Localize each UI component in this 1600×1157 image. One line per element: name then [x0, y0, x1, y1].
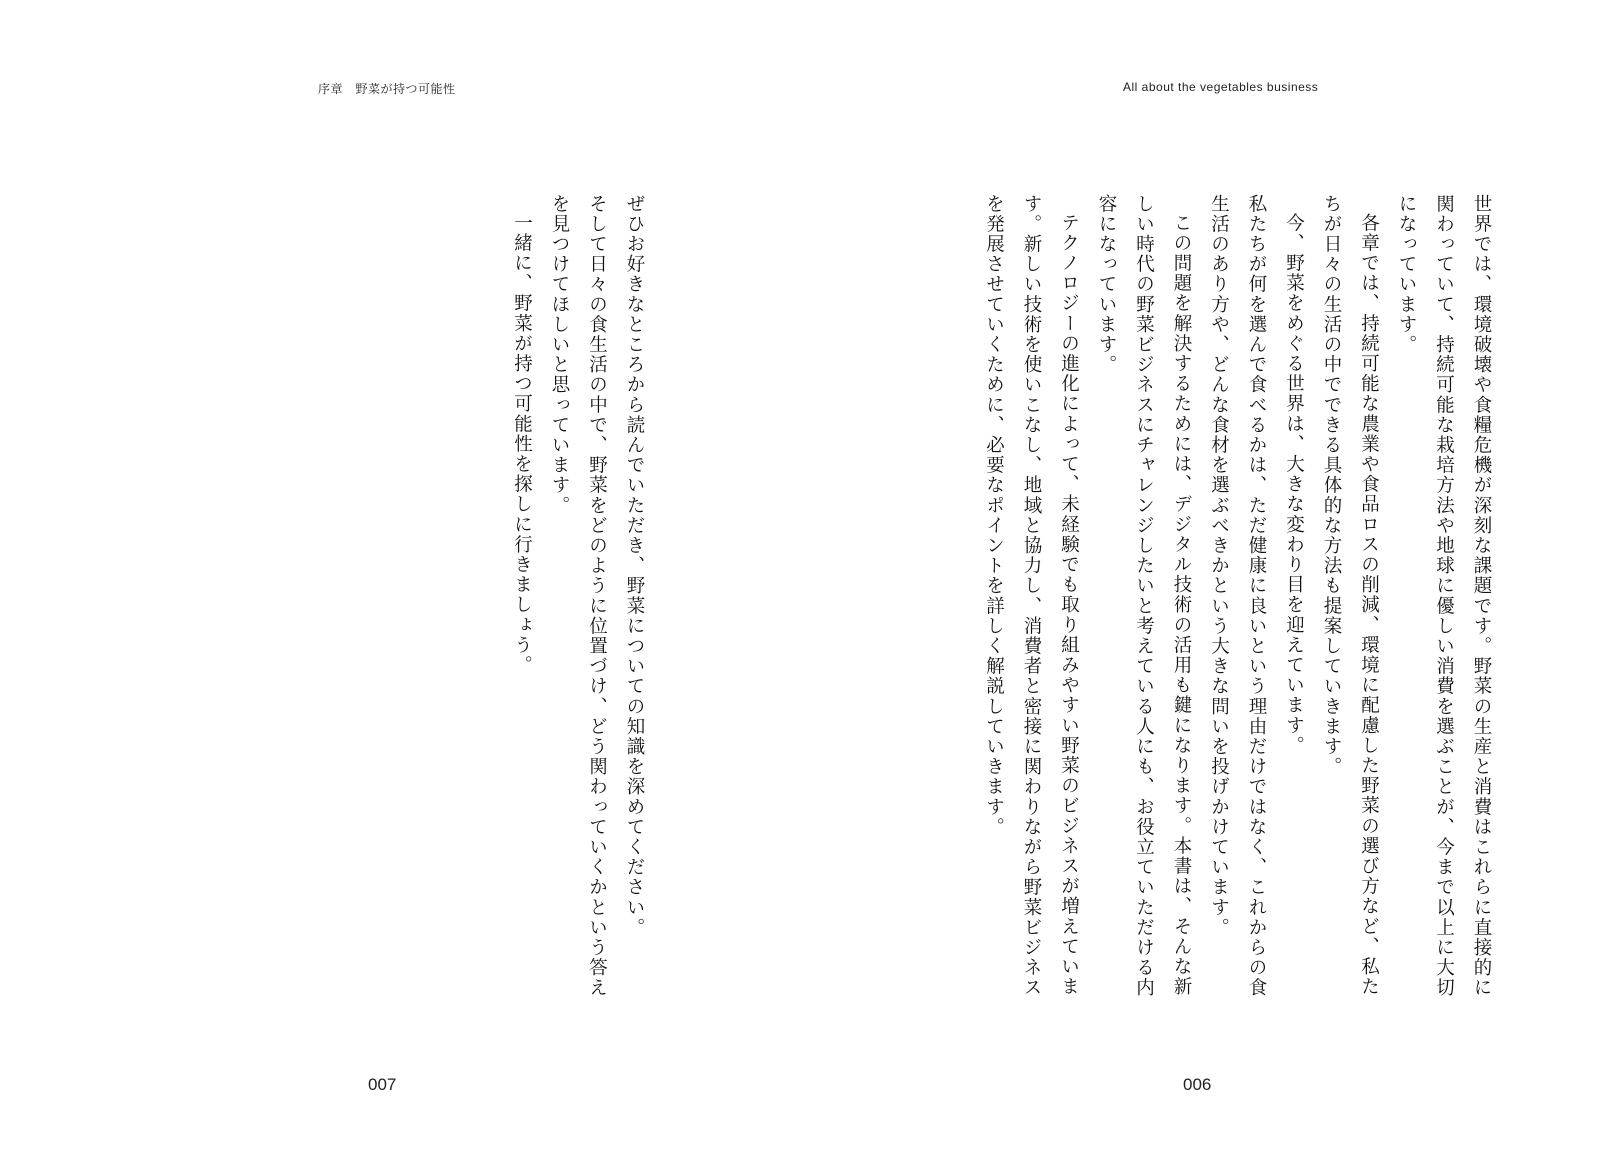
page-number: 006 [1183, 1075, 1212, 1094]
right-page [800, 0, 1600, 1157]
paragraph: 今、野菜をめぐる世界は、大きな変わり目を迎えています。 [1283, 212, 1305, 756]
running-head-chapter: 序章 野菜が持つ可能性 [318, 82, 456, 96]
paragraph: この問題を解決するためには、デジタル技術の活用も鍵になります。本書は、そんな新しい時代の野菜ビジネスにチャレンジしたいと考えている人にも、お役立ていただける内容になっています。 [1096, 194, 1192, 998]
paragraph: 各章では、持続可能な農業や食品ロスの削減、環境に配慮した野菜の選び方など、私たちが日々の生活の中でできる具体的な方法も提案していきます。 [1321, 194, 1380, 997]
body-text [975, 194, 1500, 1014]
running-head-book-title: All about the vegetables business [1123, 80, 1319, 94]
paragraph: テクノロジーの進化によって、未経験でも取り組みやすい野菜のビジネスが増えています。新しい技術を使いこなし、地域と協力し、消費者と密接に関わりながら野菜ビジネスを発展させていくために、必要なポイントを詳しく解説していきます。 [983, 194, 1080, 998]
paragraph: ぜひお好きなところから読んでいただき、野菜についての知識を深めてください。 [624, 194, 645, 938]
paragraph: 世界では、環境破壊や食糧危機が深刻な課題です。野菜の生産と消費はこれらに直接的に関わっていて、持続可能な栽培方法や地球に優しい消費を選ぶことが、今まで以上に大切になっています。 [1396, 194, 1492, 998]
body-text [503, 194, 653, 1014]
paragraph: 一緒に、野菜が持つ可能性を探しに行きましょう。 [511, 212, 533, 675]
page-number: 007 [368, 1075, 397, 1094]
paragraph: 私たちが何を選んで食べるかは、ただ健康に良いという理由だけではなく、これからの食生活のあり方や、どんな食材を選ぶべきかという大きな問いを投げかけています。 [1208, 194, 1267, 998]
paragraph: そして日々の食生活の中で、野菜をどのように位置づけ、どう関わっていくかという答えを見つけてほしいと思っています。 [549, 194, 608, 998]
